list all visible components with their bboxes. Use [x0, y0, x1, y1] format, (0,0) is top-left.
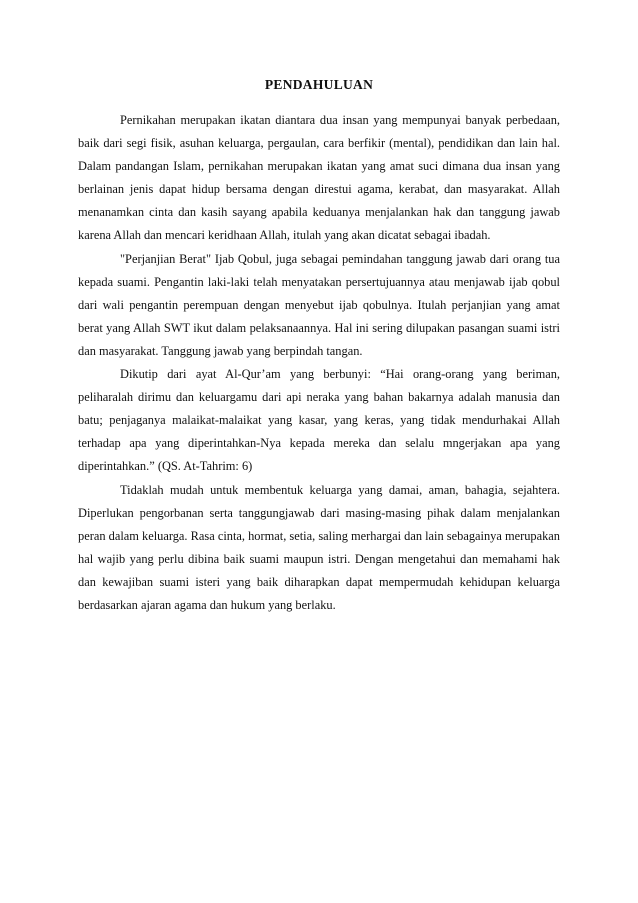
page-title: PENDAHULUAN — [264, 77, 374, 92]
paragraph-3-quran-quote: Dikutip dari ayat Al-Qur’am yang berbunyi: “Hai orang-orang yang beriman, peliharalah dirimu dan keluargamu dari api neraka yang bahan bakarnya adalah manusia dan batu; penjaganya malaikat-malaikat yang kasar, yang keras, yang tidak mendurhakai Allah terhadap apa yang diperintahkan-Nya kepada mereka dan selalu mngerjakan apa yang diperintahkan.” (QS. At-Tahrim: 6) — [78, 367, 560, 474]
paragraph-1: Pernikahan merupakan ikatan diantara dua insan yang mempunyai banyak perbedaan, baik dari segi fisik, asuhan keluarga, pergaulan, cara berfikir (mental), pendidikan dan lain hal. Dalam pandangan Islam, pernikahan merupakan ikatan yang amat suci dimana dua insan yang berlainan jenis dapat hidup bersama dengan direstui agama, kerabat, dan masyarakat. Allah menanamkan cinta dan kasih sayang apabila keduanya menjalankan hak dan tanggung jawab karena Allah dan mencari keridhaan Allah, itulah yang akan dicatat sebagai ibadah. — [78, 113, 560, 243]
paragraph-2: "Perjanjian Berat" Ijab Qobul, juga sebagai pemindahan tanggung jawab dari orang tua kepada suami. Pengantin laki-laki telah menyatakan persertujuannya atau menjawab ijab qobul dari wali pengantin perempuan dengan menyebut ijab qobulnya. Itulah perjanjian yang amat berat yang Allah SWT ikut dalam pelaksanaannya. Hal ini sering dilupakan pasangan suami istri dan masyarakat. Tanggung jawab yang berpindah tangan. — [78, 251, 560, 358]
paragraph-4: Tidaklah mudah untuk membentuk keluarga yang damai, aman, bahagia, sejahtera. Diperlukan pengorbanan serta tanggungjawab dari masing-masing pihak dalam menjalankan peran dalam keluarga. Rasa cinta, hormat, setia, saling merhargai dan lain sebagainya merupakan hal wajib yang perlu dibina baik suami maupun istri. Dengan mengetahui dan memahami hak dan kewajiban suami isteri yang baik diharapkan dapat mempermudah kehidupan keluarga berdasarkan ajaran agama dan hukum yang berlaku. — [78, 482, 560, 612]
